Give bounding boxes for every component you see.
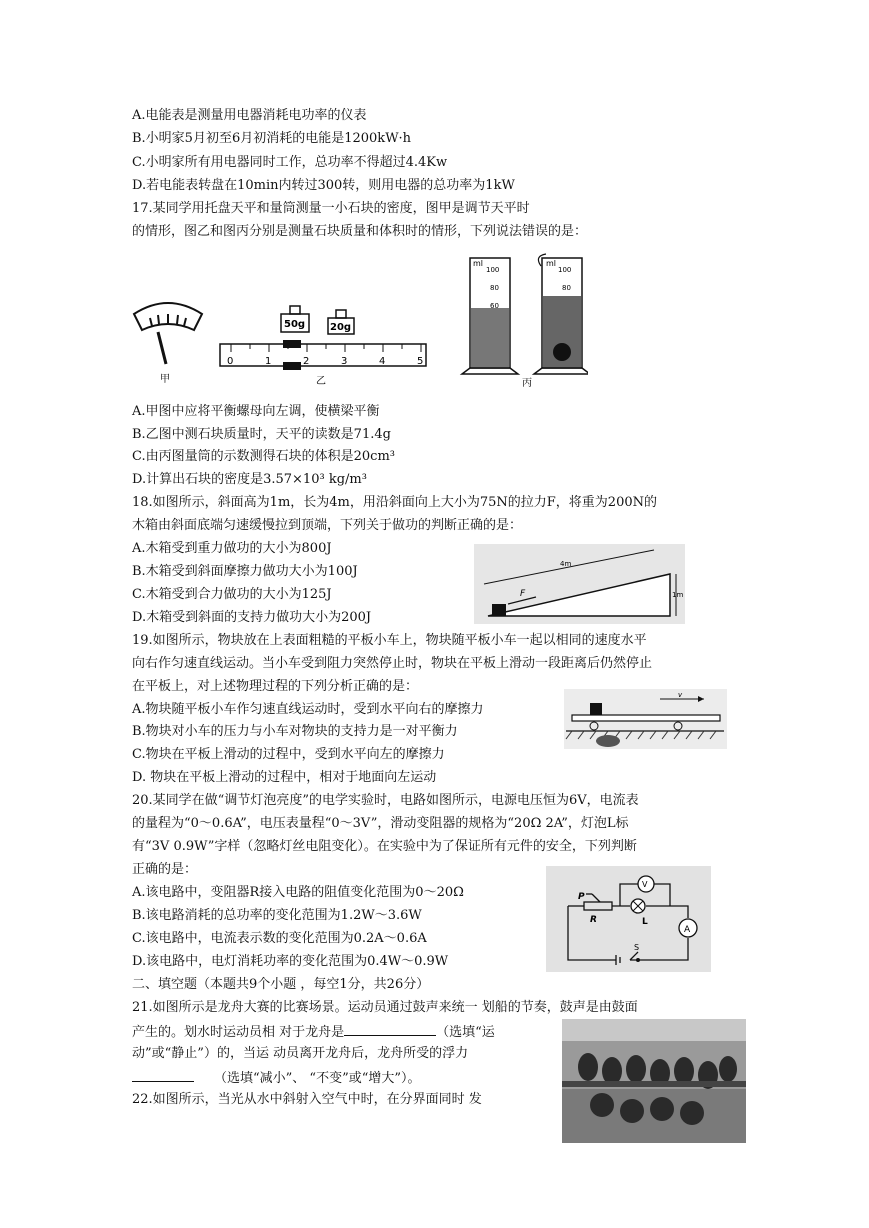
ruler-tick-2: 2	[303, 356, 310, 367]
q21-line4-text: （选填“减小”、 “不变”或“增大”）。	[214, 1071, 421, 1086]
q19-option-b: B.物块对小车的压力与小车对物块的支持力是一对平衡力	[132, 724, 458, 739]
q21-line2	[132, 1023, 495, 1041]
q16-option-c: C.小明家所有用电器同时工作，总功率不得超过4.4Kw	[132, 155, 448, 170]
q20-option-a: A.该电路中，变阻器R接入电路的阻值变化范围为0～20Ω	[132, 885, 464, 900]
circuit-figure	[546, 866, 711, 972]
q21-line2-text-b: （选填“运	[436, 1025, 495, 1040]
q17-option-b: B.乙图中测石块质量时，天平的读数是71.4g	[132, 427, 391, 442]
weights-and-ruler-figure	[220, 306, 426, 370]
q17-stem-line2: 的情形，图乙和图丙分别是测量石块质量和体积时的情形，下列说法错误的是：	[132, 224, 588, 239]
cyl1-tick-60: 60	[490, 302, 499, 310]
cyl2-tick-80: 80	[562, 284, 571, 292]
q20-option-d: D.该电路中，电灯消耗功率的变化范围为0.4W～0.9W	[132, 954, 449, 969]
height-label: 1m	[672, 591, 684, 599]
q20-stem-line3: 有“3V 0.9W”字样（忽略灯丝电阻变化）。在实验中为了保证所有元件的安全，下列判断	[132, 839, 637, 854]
q17-option-a: A.甲图中应将平衡螺母向左调，使横梁平衡	[132, 404, 380, 419]
dragon-boat-photo	[562, 1019, 746, 1143]
q17-stem-line1: 17.某同学用托盘天平和量筒测量一小石块的密度，图甲是调节天平时	[132, 201, 530, 216]
cyl2-tick-100: 100	[558, 266, 572, 274]
incline-figure	[474, 544, 685, 624]
q22-line1: 22.如图所示，当光从水中斜射入空气中时，在分界面同时 发	[132, 1092, 482, 1107]
q20-stem-line1: 20.某同学在做“调节灯泡亮度”的电学实验时，电路如图所示，电源电压恒为6V，电流表	[132, 793, 639, 808]
force-f-label: F	[520, 589, 526, 599]
q16-option-b: B.小明家5月初至6月初消耗的电能是1200kW·h	[132, 131, 412, 146]
q18-stem-line2: 木箱由斜面底端匀速缓慢拉到顶端，下列关于做功的判断正确的是：	[132, 518, 523, 533]
fig-label-yi: 乙	[316, 376, 326, 387]
q18-option-c: C.木箱受到合力做功的大小为125J	[132, 587, 332, 602]
q20-option-b: B.该电路消耗的总功率的变化范围为1.2W～3.6W	[132, 908, 422, 923]
q20-option-c: C.该电路中，电流表示数的变化范围为0.2A～0.6A	[132, 931, 427, 946]
q19-stem-line3: 在平板上，对上述物理过程的下列分析正确的是：	[132, 679, 419, 694]
q21-line4	[132, 1069, 421, 1087]
ruler-tick-0: 0	[227, 356, 234, 367]
fig-label-bing: 丙	[522, 378, 532, 389]
q17-figure	[128, 252, 588, 392]
q19-stem-line2: 向右作匀速直线运动。当小车受到阻力突然停止时，物块在平板上滑动一段距离后仍然停止	[132, 656, 653, 671]
q21-line3: 动”或“静止”）的，当运 动员离开龙舟后，龙舟所受的浮力	[132, 1046, 469, 1061]
cart-figure	[564, 689, 727, 749]
switch-s-label: S	[634, 943, 640, 952]
cyl2-ml-label: ml	[546, 259, 557, 268]
q17-option-d: D.计算出石块的密度是3.57×10³ kg/m³	[132, 472, 367, 487]
q19-option-d: D. 物块在平板上滑动的过程中，相对于地面向左运动	[132, 770, 437, 785]
ruler-tick-1: 1	[265, 356, 272, 367]
graduated-cylinders-figure	[462, 254, 588, 374]
q21-blank-2[interactable]	[132, 1069, 194, 1082]
weight-20g-label: 20g	[330, 322, 352, 333]
ammeter-label: A	[684, 925, 691, 935]
rheostat-r-label: R	[590, 915, 597, 925]
q19-option-c: C.物块在平板上滑动的过程中，受到水平向左的摩擦力	[132, 747, 445, 762]
q18-option-a: A.木箱受到重力做功的大小为800J	[132, 541, 332, 556]
cyl1-tick-80: 80	[490, 284, 499, 292]
length-label: 4m	[560, 560, 572, 568]
ruler-tick-4: 4	[379, 356, 386, 367]
q21-blank-1[interactable]	[344, 1023, 436, 1036]
ruler-tick-3: 3	[341, 356, 348, 367]
slider-p-label: P	[578, 892, 585, 902]
q21-line1: 21.如图所示是龙舟大赛的比赛场景。运动员通过鼓声来统一 划船的节奏，鼓声是由鼓面	[132, 1000, 638, 1015]
q21-line2-text-a: 产生的。划水时运动员相 对于龙舟是	[132, 1025, 345, 1040]
q16-option-d: D.若电能表转盘在10min内转过300转，则用电器的总功率为1kW	[132, 178, 515, 193]
fig-label-jia: 甲	[160, 374, 170, 385]
q18-stem-line1: 18.如图所示，斜面高为1m，长为4m，用沿斜面向上大小为75N的拉力F，将重为200N的	[132, 495, 657, 510]
q16-option-a: A.电能表是测量用电器消耗电功率的仪表	[132, 108, 367, 123]
cyl1-ml-label: ml	[473, 259, 484, 268]
q18-option-b: B.木箱受到斜面摩擦力做功大小为100J	[132, 564, 358, 579]
q19-option-a: A.物块随平板小车作匀速直线运动时，受到水平向右的摩擦力	[132, 702, 484, 717]
ruler-tick-5: 5	[417, 356, 424, 367]
q20-stem-line4: 正确的是：	[132, 862, 198, 877]
q17-option-c: C.由丙图量筒的示数测得石块的体积是20cm³	[132, 449, 395, 464]
weight-50g-label: 50g	[284, 319, 306, 330]
q20-stem-line2: 的量程为“0～0.6A”，电压表量程“0～3V”，滑动变阻器的规格为“20Ω 2A”，灯泡L标	[132, 816, 629, 831]
balance-pointer-figure	[134, 303, 202, 364]
velocity-label: v	[678, 691, 683, 699]
lamp-l-label: L	[642, 917, 648, 927]
cyl1-tick-100: 100	[486, 266, 500, 274]
voltmeter-label: V	[642, 880, 648, 889]
section-2-heading: 二、填空题（本题共9个小题 ，每空1分，共26分）	[132, 977, 430, 992]
q19-stem-line1: 19.如图所示，物块放在上表面粗糙的平板小车上，物块随平板小车一起以相同的速度水平	[132, 633, 647, 648]
q18-option-d: D.木箱受到斜面的支持力做功大小为200J	[132, 610, 372, 625]
